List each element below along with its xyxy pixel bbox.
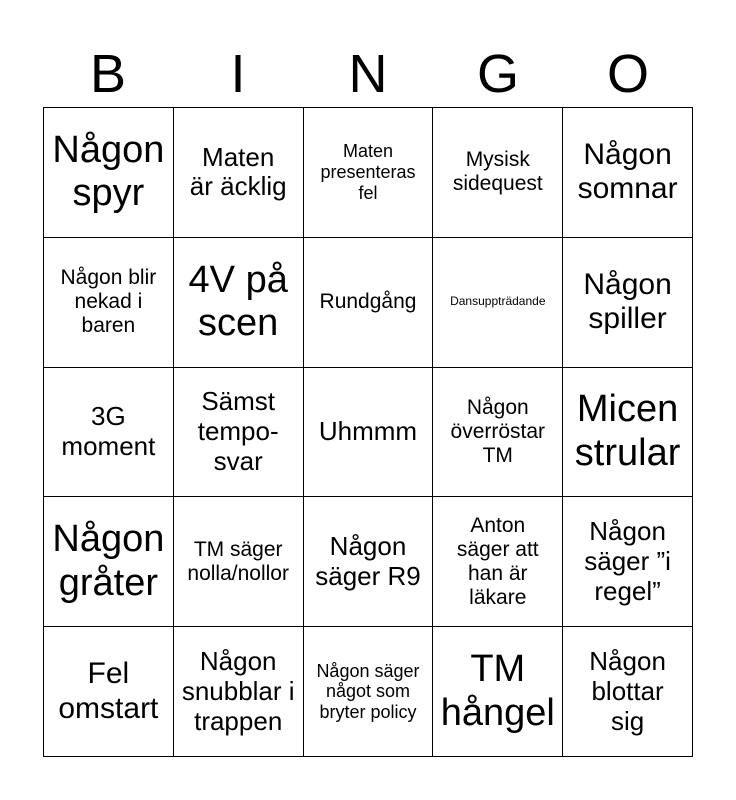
- bingo-cell-r5-c1[interactable]: [44, 627, 174, 757]
- bingo-cell-r5-c5[interactable]: [563, 627, 693, 757]
- bingo-cell-r1-c1[interactable]: [44, 108, 174, 238]
- cell-text: TM säger nolla/nollor: [187, 537, 289, 585]
- cell-text: Micen strular: [574, 388, 681, 474]
- cell-text: Fel omstart: [58, 657, 159, 725]
- cell-text: Rundgång: [319, 290, 417, 314]
- bingo-cell-r3-c3[interactable]: [304, 368, 434, 498]
- cell-text: Maten är äcklig: [189, 141, 287, 202]
- cell-text: Någon blottar sig: [589, 645, 666, 736]
- cell-text: Dansuppträdande: [450, 294, 546, 309]
- bingo-cell-r2-c2[interactable]: [174, 238, 304, 368]
- cell-text: Någon säger något som bryter policy: [316, 660, 420, 722]
- cell-text: 4V på scen: [188, 258, 288, 345]
- bingo-cell-r5-c3[interactable]: [304, 627, 434, 757]
- header-letter-g: G: [476, 44, 519, 104]
- header-letter-b: B: [89, 44, 127, 104]
- cell-text: Någon säger R9: [315, 530, 421, 591]
- cell-text: Någon överröstar TM: [450, 395, 546, 468]
- cell-text: Någon spyr: [52, 128, 165, 215]
- bingo-cell-r2-c5[interactable]: [563, 238, 693, 368]
- cell-text: Någon spiller: [583, 267, 672, 336]
- header-letter-i: I: [230, 44, 246, 104]
- cell-text: Någon snubblar i trappen: [181, 645, 295, 736]
- bingo-cell-r1-c4[interactable]: [433, 108, 563, 238]
- header-letter-n: N: [348, 44, 388, 104]
- cell-text: Mysisk sidequest: [452, 148, 543, 196]
- cell-text: Anton säger att han är läkare: [456, 513, 539, 609]
- cell-text: Någon somnar: [577, 137, 678, 206]
- bingo-cell-r3-c5[interactable]: [563, 368, 693, 498]
- bingo-grid: [43, 107, 693, 757]
- cell-text: Sämst tempo-svar: [197, 386, 279, 476]
- bingo-cell-r4-c4[interactable]: [433, 497, 563, 627]
- bingo-cell-r4-c3[interactable]: [304, 497, 434, 627]
- cell-text: Uhmmm: [318, 416, 418, 447]
- cell-text: Någon säger ”i regel”: [584, 515, 671, 606]
- bingo-cell-r4-c2[interactable]: [174, 497, 304, 627]
- bingo-header: [43, 40, 693, 108]
- bingo-cell-r2-c1[interactable]: [44, 238, 174, 368]
- bingo-cell-r4-c5[interactable]: [563, 497, 693, 627]
- cell-text: 3G moment: [61, 401, 156, 461]
- bingo-cell-r3-c1[interactable]: [44, 368, 174, 498]
- bingo-cell-r1-c3[interactable]: [304, 108, 434, 238]
- bingo-cell-r4-c1[interactable]: [44, 497, 174, 627]
- bingo-cell-r1-c2[interactable]: [174, 108, 304, 238]
- header-letter-o: O: [606, 44, 649, 104]
- bingo-cell-r5-c4[interactable]: [433, 627, 563, 757]
- bingo-cell-r3-c4[interactable]: [433, 368, 563, 498]
- cell-text: Någon gråter: [52, 518, 165, 604]
- bingo-cell-r2-c3[interactable]: [304, 238, 434, 368]
- cell-text: TM hångel: [440, 647, 555, 734]
- cell-text: Någon blir nekad i baren: [60, 265, 157, 338]
- bingo-cell-r3-c2[interactable]: [174, 368, 304, 498]
- bingo-cell-r5-c2[interactable]: [174, 627, 304, 757]
- bingo-cell-r2-c4[interactable]: [433, 238, 563, 368]
- bingo-cell-r1-c5[interactable]: [563, 108, 693, 238]
- cell-text: Maten presenteras fel: [320, 141, 416, 203]
